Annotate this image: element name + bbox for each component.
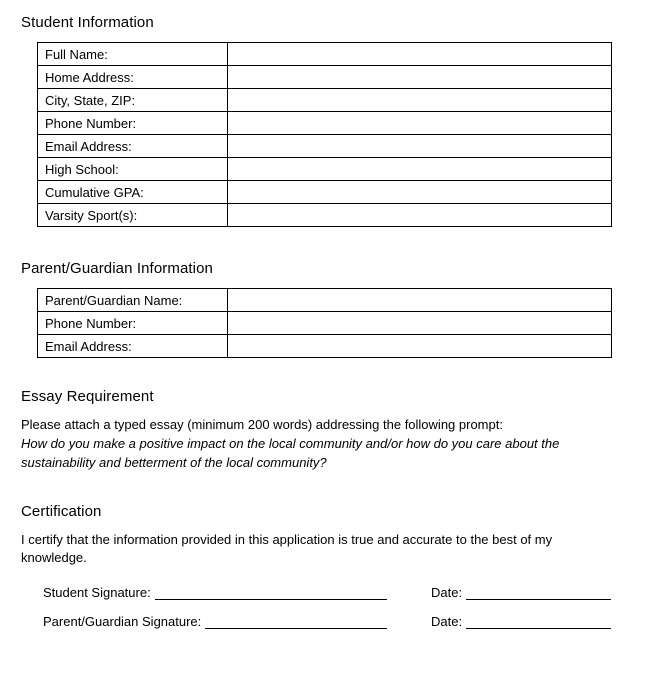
student-signature-group <box>43 583 391 600</box>
parent-info-table <box>37 288 612 358</box>
student-info-table <box>37 42 612 227</box>
table-row <box>38 66 612 89</box>
field-label-cumulative-gpa: Cumulative GPA: <box>38 181 228 204</box>
parent-signature-label: Parent/Guardian Signature: <box>43 614 202 630</box>
essay-intro-text: Please attach a typed essay (minimum 200 words) addressing the following prompt: <box>21 417 503 432</box>
field-label-full-name: Full Name: <box>38 43 228 66</box>
student-signature-row <box>43 582 644 600</box>
field-value-varsity-sports[interactable] <box>228 204 612 227</box>
field-value-high-school[interactable] <box>228 158 612 181</box>
table-row <box>38 89 612 112</box>
field-label-high-school: High School: <box>38 158 228 181</box>
field-label-varsity-sports: Varsity Sport(s): <box>38 204 228 227</box>
student-signature-line[interactable] <box>155 583 387 600</box>
table-row <box>38 158 612 181</box>
field-value-parent-name[interactable] <box>228 289 612 312</box>
parent-date-line[interactable] <box>466 612 611 629</box>
field-label-home-address: Home Address: <box>38 66 228 89</box>
table-row <box>38 181 612 204</box>
parent-date-label: Date: <box>431 614 463 630</box>
parent-signature-group <box>43 612 391 629</box>
table-row <box>38 335 612 358</box>
table-row <box>38 312 612 335</box>
parent-signature-line[interactable] <box>205 612 387 629</box>
field-label-city-state-zip: City, State, ZIP: <box>38 89 228 112</box>
field-label-parent-phone: Phone Number: <box>38 312 228 335</box>
field-value-parent-phone[interactable] <box>228 312 612 335</box>
field-value-home-address[interactable] <box>228 66 612 89</box>
table-row <box>38 43 612 66</box>
field-value-phone-number[interactable] <box>228 112 612 135</box>
student-section-heading: Student Information <box>21 14 154 31</box>
certification-section-heading: Certification <box>21 502 102 520</box>
field-value-full-name[interactable] <box>228 43 612 66</box>
table-row <box>38 112 612 135</box>
student-date-label: Date: <box>431 585 463 601</box>
field-label-email-address: Email Address: <box>38 135 228 158</box>
table-row <box>38 135 612 158</box>
field-label-parent-email: Email Address: <box>38 335 228 358</box>
field-label-parent-name: Parent/Guardian Name: <box>38 289 228 312</box>
field-value-email-address[interactable] <box>228 135 612 158</box>
field-value-parent-email[interactable] <box>228 335 612 358</box>
essay-section-heading: Essay Requirement <box>21 388 154 405</box>
certification-statement: I certify that the information provided in this application is true and accurate to the best of my knowledge. <box>21 531 553 566</box>
student-date-line[interactable] <box>466 583 611 600</box>
field-label-phone-number: Phone Number: <box>38 112 228 135</box>
essay-instructions <box>21 416 605 473</box>
parent-signature-row <box>43 611 644 629</box>
parent-section-heading: Parent/Guardian Information <box>21 260 213 277</box>
essay-prompt-text: How do you make a positive impact on the local community and/or how do you care about the sustainability and betterment of the local community? <box>21 435 560 470</box>
table-row <box>38 204 612 227</box>
field-value-cumulative-gpa[interactable] <box>228 181 612 204</box>
table-row <box>38 289 612 312</box>
field-value-city-state-zip[interactable] <box>228 89 612 112</box>
student-signature-label: Student Signature: <box>43 585 151 601</box>
